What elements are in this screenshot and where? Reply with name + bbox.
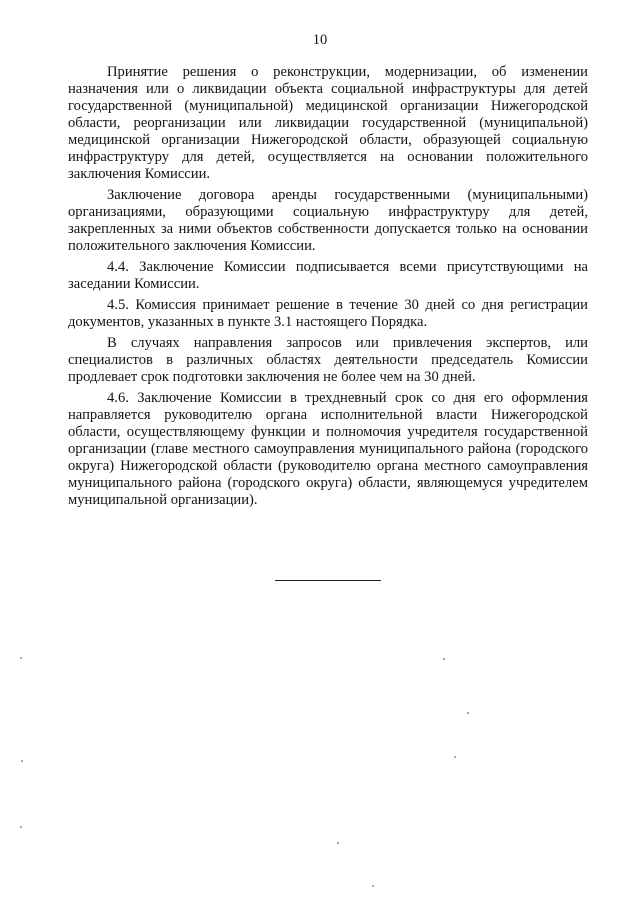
page-number: 10 (312, 32, 328, 48)
paragraph-lease-agreement: Заключение договора аренды государственными (муниципальными) организациями, образующими социальную инфраструктуру для детей, закрепленных за ними объектов собственности допускается только на основании положительного заключения Комиссии. (68, 187, 588, 254)
paragraph-decision-reconstruction: Принятие решения о реконструкции, модернизации, об изменении назначения или о ликвидации объекта социальной инфраструктуры для детей государственной (муниципальной) медицинской организации Нижегородской области, реорганизации или ликвидации государственной (муниципальной) медицинской организации Нижегородской области, образующей социальную инфраструктуру для детей, осуществляется на основании положительного заключения Комиссии. (68, 64, 588, 182)
paragraph-4-6: 4.6. Заключение Комиссии в трехдневный срок со дня его оформления направляется руководителю органа исполнительной власти Нижегородской области, осуществляющему функции и полномочия учредителя государственной организации (главе местного самоуправления муниципального района (городского округа) Нижегородской области (руководителю органа местного самоуправления муниципального района (городского округа) области, являющемуся учредителем муниципальной организации). (68, 390, 588, 508)
paragraph-4-4: 4.4. Заключение Комиссии подписывается всеми присутствующими на заседании Комиссии. (68, 259, 588, 292)
paragraph-4-5: 4.5. Комиссия принимает решение в течение 30 дней со дня регистрации документов, указанных в пункте 3.1 настоящего Порядка. (68, 297, 588, 330)
document-body (68, 64, 588, 513)
end-of-text-rule (275, 580, 381, 581)
paragraph-term-extension: В случаях направления запросов или привлечения экспертов, или специалистов в различных областях деятельности председатель Комиссии продлевает срок подготовки заключения не более чем на 30 дней. (68, 335, 588, 385)
